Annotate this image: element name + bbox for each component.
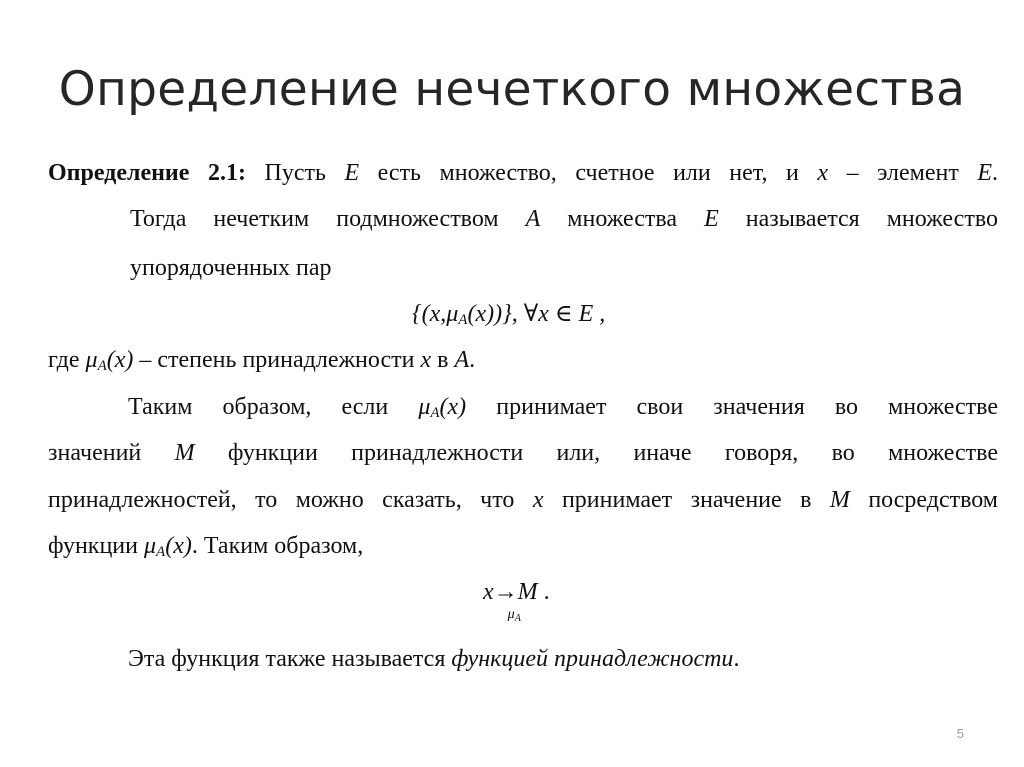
definition-line-3: упорядоченных пар	[130, 255, 332, 281]
definition-line-2: Тогда нечетким подмножеством A множества E называется множество	[130, 206, 998, 232]
definition-line-1: Определение 2.1: Пусть E есть множество, счетное или нет, и x – элемент E.	[48, 160, 999, 186]
paragraph-line-1: Таким образом, если $\mu_A(x)$ принимает свои значения во множестве	[128, 394, 999, 421]
arrow-subscript: $\mu_A$	[507, 607, 521, 624]
slide-title: Определение нечеткого множества	[58, 62, 966, 117]
paragraph-line-2: значений M функции принадлежности или, иначе говоря, во множестве	[48, 440, 998, 466]
definition-label: Определение 2.1:	[48, 160, 246, 186]
where-line: где $\mu_A(x)$ – степень принадлежности x в A.	[48, 347, 476, 374]
formula-mapping: x→ $\mu_A$ M .	[483, 579, 550, 624]
arrow-icon: → $\mu_A$	[493, 579, 521, 624]
paragraph-line-4: функции $\mu_A(x)$. Таким образом,	[48, 533, 364, 560]
closing-line: Эта функция также называется функцией принадлежности.	[128, 646, 740, 672]
formula-ordered-pairs: $\{(x,\mu_A(x))\}$, ∀x ∈ E ,	[412, 301, 606, 328]
paragraph-line-3: принадлежностей, то можно сказать, что x принимает значение в M посредством	[48, 487, 998, 513]
page-number: 5	[956, 726, 964, 741]
term-membership-function: функцией принадлежности	[451, 646, 734, 672]
